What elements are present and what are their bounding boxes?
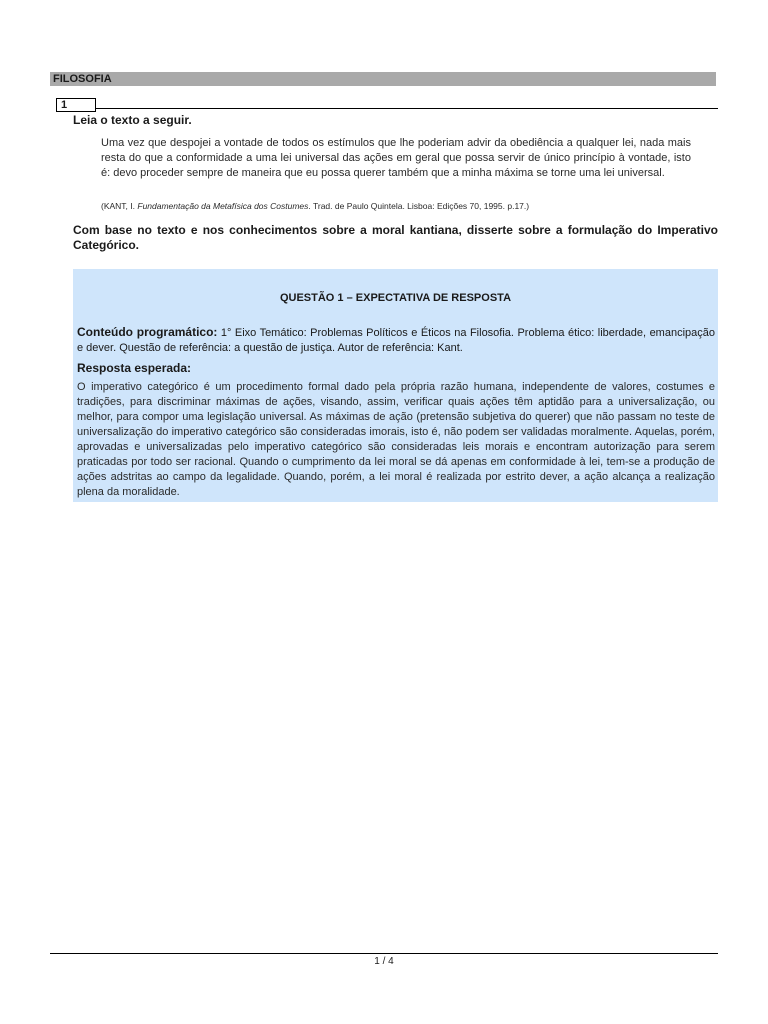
answer-title: QUESTÃO 1 – EXPECTATIVA DE RESPOSTA — [279, 292, 512, 304]
content-program — [77, 325, 715, 356]
subject-header — [50, 72, 716, 86]
citation-suffix: . Trad. de Paulo Quintela. Lisboa: Edições 70, 1995. p.17.) — [308, 201, 530, 211]
citation-title: Fundamentação da Metafísica dos Costumes — [137, 201, 309, 211]
response-label: Resposta esperada: — [77, 361, 192, 375]
citation — [101, 201, 529, 211]
content-text: 1° Eixo Temático: Problemas Políticos e Éticos na Filosofia. Problema ético: liberdade, emancipação e dever. Questão de referência: a questão de justiça. Autor de referência: Kant. — [77, 327, 715, 354]
footer-rule — [50, 953, 718, 954]
citation-prefix: (KANT, I. — [101, 201, 138, 211]
question-rule — [96, 108, 718, 109]
question-number: 1 — [61, 99, 68, 111]
question-prompt: Com base no texto e nos conhecimentos sobre a moral kantiana, disserte sobre a formulação do Imperativo Categórico. — [73, 223, 718, 252]
quoted-text: Uma vez que despojei a vontade de todos os estímulos que lhe poderiam advir da obediência a qualquer lei, nada mais resta do que a conformidade a uma lei universal das ações em geral que possa servir de único princípio à vontade, isto é: devo proceder sempre de maneira que eu possa querer também que a minha máxima se torne uma lei universal. — [101, 137, 691, 179]
question-instruction: Leia o texto a seguir. — [73, 113, 192, 127]
response-text: O imperativo categórico é um procedimento formal dado pela própria razão humana, independente de valores, costumes e tradições, para discriminar máximas de ações, visando, assim, verificar quais ações têm aptidão para a universalização, ou melhor, para compor uma legislação universal. As máximas de ação (pretensão subjetiva do querer) que não passam no teste de universalização do imperativo categórico são consideradas imorais, isto é, não podem ser validadas moralmente. Aquelas, porém, aprovadas e universalizadas pelo imperativo categórico são consideradas leis morais e encontram autorização para serem praticadas por todo ser racional. Quando o cumprimento da lei moral se dá apenas em conformidade à lei, tem-se a produção de ações adstritas ao campo da legalidade. Quando, porém, a lei moral é realizada por estrito dever, a ação alcança a realização plena da moralidade. — [77, 381, 715, 498]
page-number: 1 / 4 — [374, 956, 394, 967]
answer-expectation-box — [73, 269, 718, 502]
question-number-box — [56, 98, 96, 112]
subject-title: FILOSOFIA — [53, 73, 112, 85]
content-label: Conteúdo programático: — [77, 325, 218, 339]
